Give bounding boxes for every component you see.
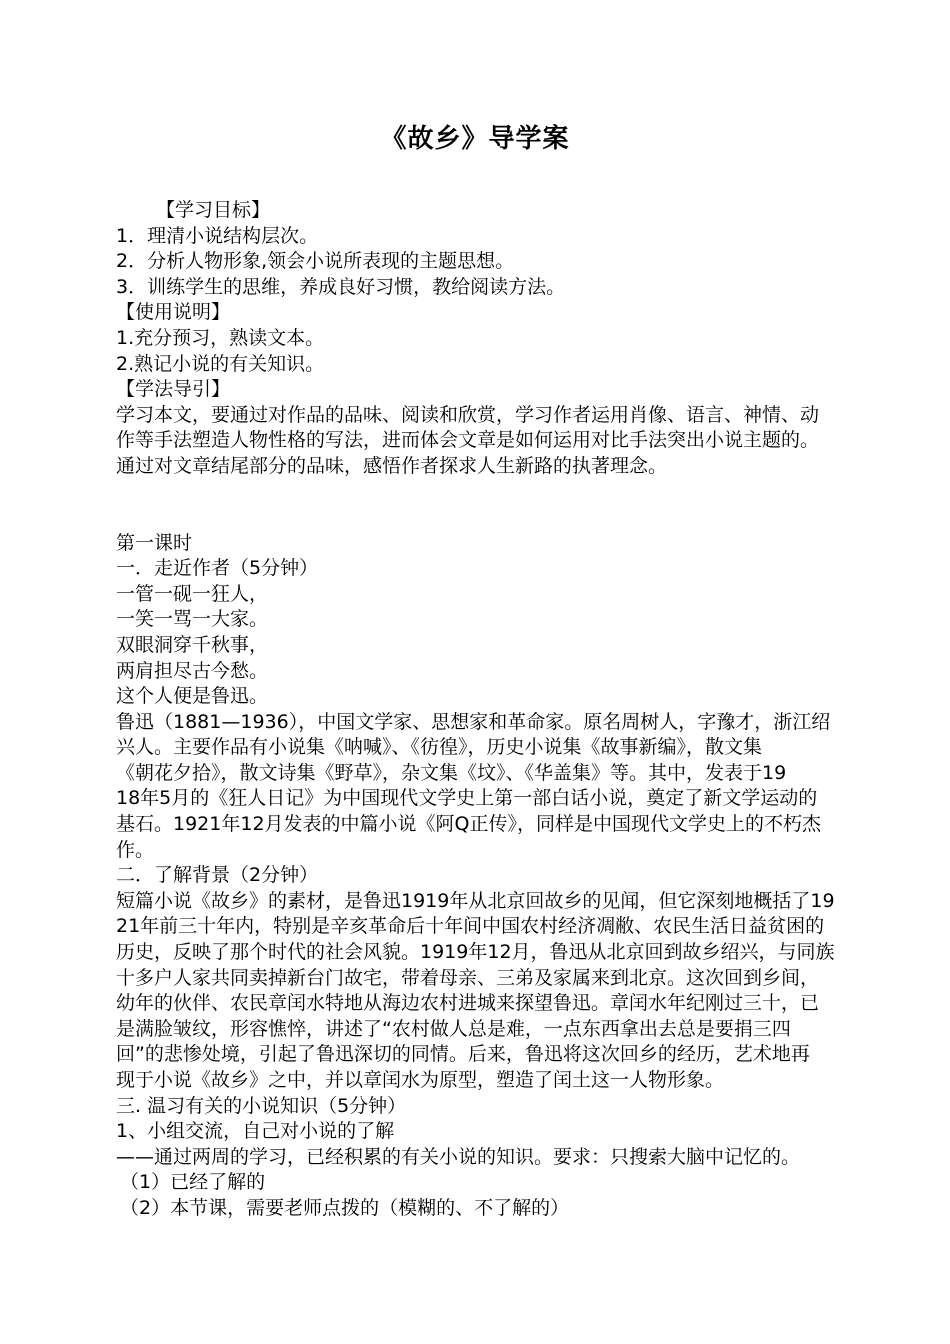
section-heading: 三. 温习有关的小说知识（5分钟） [116,1094,407,1117]
poem-line: 两肩担尽古今愁。 [116,659,269,682]
method-header: 【学法导引】 [116,378,231,401]
author-bio-paragraph [116,710,836,864]
list-note: ——通过两周的学习，已经积累的有关小说的知识。要求：只搜索大脑中记忆的。 [116,1145,801,1168]
paragraph-line: 回”的悲惨处境，引起了鲁迅深切的同情。后来，鲁迅将这次回乡的经历，艺术地再 [116,1043,810,1066]
poem-line: 这个人便是鲁迅。 [116,685,269,708]
paragraph-line: 学习本文，要通过对作品的品味、阅读和欣赏，学习作者运用肖像、语言、神情、动 [116,403,820,426]
goal-item: 3．训练学生的思维，养成良好习惯，教给阅读方法。 [116,275,566,298]
paragraph-line: 十多户人家共同卖掉新台门故宅，带着母亲、三弟及家属来到北京。这次回到乡间， [116,966,820,989]
poem [116,582,836,710]
background-paragraph [116,889,836,1094]
paragraph-line: 21年前三十年内，特别是辛亥革命后十年间中国农村经济凋敝、农民生活日益贫困的 [116,915,825,938]
paragraph-line: 作等手法塑造人物性格的写法，进而体会文章是如何运用对比手法突出小说主题的。 [116,429,820,452]
goals-list [116,224,836,301]
usage-header: 【使用说明】 [116,301,231,324]
section-heading: 一．走近作者（5分钟） [116,557,319,580]
paragraph-line: 作。 [116,838,155,861]
spacer [116,480,836,531]
document-body [116,198,836,1222]
goals-header: 【学习目标】 [156,199,271,221]
method-paragraph [116,403,836,480]
paragraph-line: 通过对文章结尾部分的品味，感悟作者探求人生新路的执著理念。 [116,454,668,477]
paragraph-line: 兴人。主要作品有小说集《呐喊》、《彷徨》，历史小说集《故事新编》，散文集 [116,736,763,759]
page-title: 《故乡》导学案 [380,124,570,154]
usage-list [116,326,836,377]
poem-line: 一笑一骂一大家。 [116,608,269,631]
usage-item: 1.充分预习，熟读文本。 [116,326,325,349]
paragraph-line: 现于小说《故乡》之中，并以章闰水为原型，塑造了闰土这一人物形象。 [116,1069,725,1091]
section-heading: 二．了解背景（2分钟） [116,864,319,887]
lesson-title: 第一课时 [116,531,193,554]
paragraph-line: 《朝花夕拾》，散文诗集《野草》，杂文集《坟》、《华盖集》等。其中，发表于19 [116,761,787,784]
paragraph-line: 18年5月的《狂人日记》为中国现代文学史上第一部白话小说，奠定了新文学运动的 [116,787,818,810]
paragraph-line: 基石。1921年12月发表的中篇小说《阿Q正传》，同样是中国现代文学史上的不朽杰 [116,813,821,836]
poem-line: 一管一砚一狂人， [116,582,269,605]
paragraph-line: 是满脸皱纹，形容憔悴，讲述了“农村做人总是难，一点东西拿出去总是要捐三四 [116,1017,791,1040]
sub-item: （1）已经了解的 [120,1171,266,1194]
paragraph-line: 短篇小说《故乡》的素材，是鲁迅1919年从北京回故乡的见闻，但它深刻地概括了19 [116,889,835,912]
paragraph-line: 历史，反映了那个时代的社会风貌。1919年12月，鲁迅从北京回到故乡绍兴，与同族 [116,941,835,964]
poem-line: 双眼洞穿千秋事， [116,633,269,656]
goal-item: 2．分析人物形象,领会小说所表现的主题思想。 [116,250,515,273]
goal-item: 1．理清小说结构层次。 [116,224,319,247]
paragraph-line: 幼年的伙伴、农民章闰水特地从海边农村进城来探望鲁迅。章闰水年纪刚过三十，已 [116,992,820,1015]
usage-item: 2.熟记小说的有关知识。 [116,352,325,375]
list-item: 1、小组交流，自己对小说的了解 [116,1120,395,1143]
sub-item: （2）本节课，需要老师点拨的（模糊的、不了解的） [120,1196,570,1219]
paragraph-line: 鲁迅（1881—1936），中国文学家、思想家和革命家。原名周树人，字豫才，浙江绍 [116,710,831,733]
